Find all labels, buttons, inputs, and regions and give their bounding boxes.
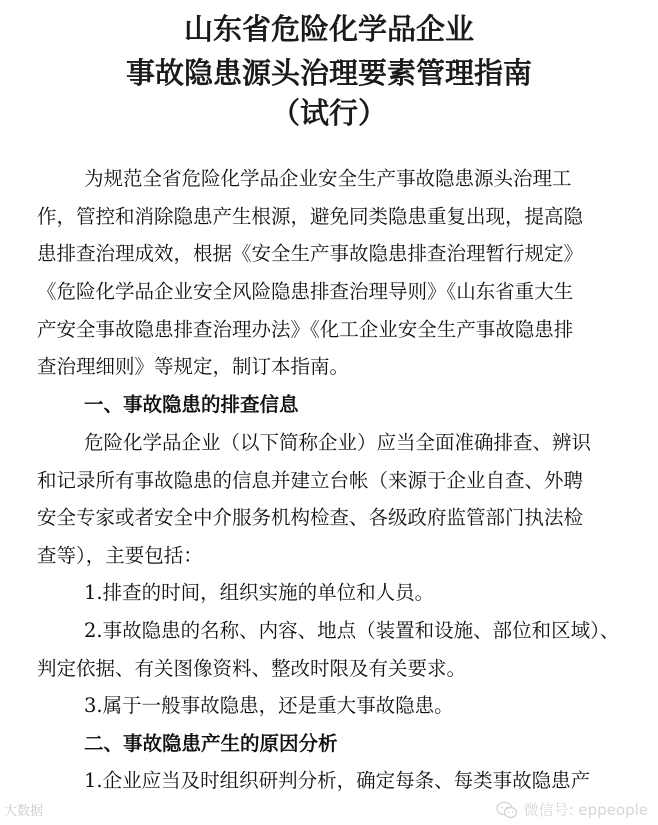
list-item-3: 3.属于一般事故隐患，还是重大事故隐患。 bbox=[84, 694, 454, 717]
watermark-right bbox=[496, 799, 648, 820]
document-title-line-1: 山东省危险化学品企业 bbox=[183, 12, 474, 46]
section-heading-2: 二、事故隐患产生的原因分析 bbox=[84, 732, 338, 755]
watermark-left-text: 大数据 bbox=[4, 803, 44, 818]
body-line: 查等），主要包括： bbox=[37, 544, 203, 567]
list-item-1b: 1.企业应当及时组织研判分析，确定每条、每类事故隐患产 bbox=[84, 769, 591, 792]
watermark-left bbox=[4, 800, 43, 819]
section-heading-1: 一、事故隐患的排查信息 bbox=[84, 393, 299, 416]
body-line: 作，管控和消除隐患产生根源，避免同类隐患重复出现，提高隐 bbox=[37, 205, 584, 228]
body-line: 《危险化学品企业安全风险隐患排查治理导则》《山东省重大生 bbox=[37, 280, 574, 303]
body-line: 为规范全省危险化学品企业安全生产事故隐患源头治理工 bbox=[84, 167, 572, 190]
body-line: 查治理细则》等规定，制订本指南。 bbox=[37, 355, 350, 378]
body-line: 安全专家或者安全中介服务机构检查、各级政府监管部门执法检 bbox=[37, 506, 584, 529]
document-title-trial: （试行） bbox=[270, 96, 387, 130]
body-line: 判定依据、有关图像资料、整改时限及有关要求。 bbox=[37, 657, 467, 680]
list-item-1: 1.排查的时间，组织实施的单位和人员。 bbox=[84, 581, 435, 604]
body-line: 危险化学品企业（以下简称企业）应当全面准确排查、辨识 bbox=[84, 431, 592, 454]
document-title-line-2: 事故隐患源头治理要素管理指南 bbox=[125, 56, 532, 90]
body-line: 产安全事故隐患排查治理办法》《化工企业安全生产事故隐患排 bbox=[37, 318, 574, 341]
wechat-icon bbox=[496, 801, 518, 819]
list-item-2: 2.事故隐患的名称、内容、地点（装置和设施、部位和区域）、 bbox=[84, 619, 620, 642]
body-line: 和记录所有事故隐患的信息并建立台帐（来源于企业自查、外聘 bbox=[37, 469, 584, 492]
body-line: 患排查治理成效，根据《安全生产事故隐患排查治理暂行规定》 bbox=[37, 242, 584, 265]
watermark-right-text: 微信号: eppeople bbox=[523, 801, 648, 819]
